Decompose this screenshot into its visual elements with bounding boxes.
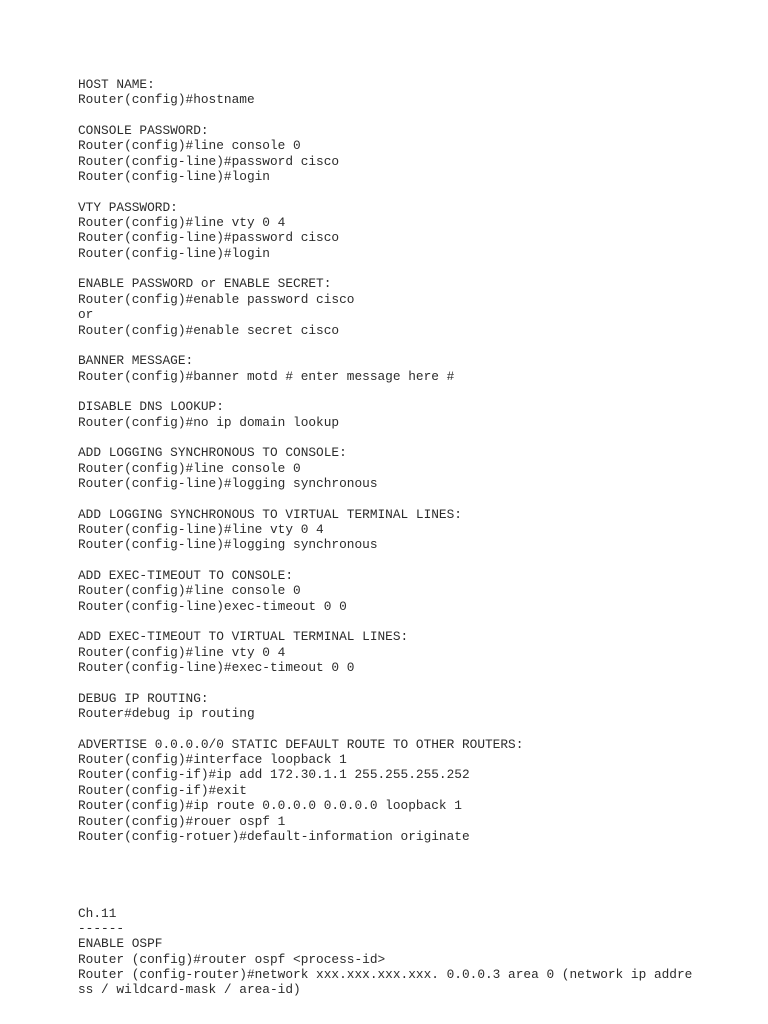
command-line: Router (config-router)#network xxx.xxx.xxx.xxx. 0.0.0.3 area 0 (network ip addre [78,966,693,982]
blank-line [78,860,738,875]
section-heading-console-password: CONSOLE PASSWORD: [78,123,209,139]
command-line: Router(config-line)exec-timeout 0 0 [78,598,347,614]
section-heading-exec-timeout-vty: ADD EXEC-TIMEOUT TO VIRTUAL TERMINAL LINES: [78,629,409,645]
blank-line [78,890,738,905]
command-line: Router(config-line)#login [78,169,270,185]
command-line: Router(config-line)#logging synchronous [78,537,378,553]
command-line: Router (config)#router ospf <process-id> [78,951,386,967]
blank-line [78,184,738,199]
blank-line [78,875,738,890]
blank-line [78,553,738,568]
document-body [78,77,738,998]
section-heading-logging-console: ADD LOGGING SYNCHRONOUS TO CONSOLE: [78,445,347,461]
section-heading-enable-ospf: ENABLE OSPF [78,936,163,952]
section-heading-vty-password: VTY PASSWORD: [78,199,178,215]
chapter-underline: ------ [78,920,125,936]
command-line: Router(config-if)#ip add 172.30.1.1 255.255.255.252 [78,767,470,783]
command-line: Router(config-line)#line vty 0 4 [78,521,324,537]
command-line: Router(config)#rouer ospf 1 [78,813,286,829]
section-heading-banner-message: BANNER MESSAGE: [78,353,194,369]
text-line: or [78,307,94,323]
command-line: Router#debug ip routing [78,706,255,722]
command-line: Router(config)#line console 0 [78,138,301,154]
section-heading-exec-timeout-console: ADD EXEC-TIMEOUT TO CONSOLE: [78,568,294,583]
blank-line [78,430,738,445]
section-heading-debug-ip-routing: DEBUG IP ROUTING: [78,690,209,706]
section-heading-disable-dns-lookup: DISABLE DNS LOOKUP: [78,399,224,415]
command-line: Router(config)#line console 0 [78,583,301,599]
command-line: Router(config)#banner motd # enter message here # [78,368,455,384]
chapter-heading: Ch.11 [78,905,117,921]
command-line: Router(config)#no ip domain lookup [78,414,340,430]
command-line: Router(config)#line vty 0 4 [78,644,286,660]
command-line: Router(config)#enable secret cisco [78,322,340,338]
blank-line [78,721,738,736]
section-heading-logging-vty: ADD LOGGING SYNCHRONOUS TO VIRTUAL TERMINAL LINES: [78,506,462,522]
command-line: Router(config)#line console 0 [78,460,301,476]
command-line: Router(config)#hostname [78,92,255,108]
command-line: Router(config-rotuer)#default-information originate [78,828,470,844]
command-line: Router(config-line)#exec-timeout 0 0 [78,660,355,676]
command-line: Router(config-line)#password cisco [78,230,340,246]
blank-line [78,675,738,690]
section-heading-enable-password: ENABLE PASSWORD or ENABLE SECRET: [78,276,332,292]
blank-line [78,108,738,123]
command-line: Router(config)#enable password cisco [78,291,355,307]
command-line: Router(config-line)#password cisco [78,153,340,169]
blank-line [78,338,738,353]
blank-line [78,614,738,629]
command-line-continuation: ss / wildcard-mask / area-id) [78,982,301,998]
command-line: Router(config-line)#logging synchronous [78,475,378,491]
blank-line [78,384,738,399]
blank-line [78,844,738,859]
section-heading-host-name: HOST NAME: [78,77,155,92]
command-line: Router(config)#line vty 0 4 [78,215,286,231]
command-line: Router(config)#interface loopback 1 [78,752,347,768]
command-line: Router(config-line)#login [78,245,270,261]
blank-line [78,491,738,506]
command-line: Router(config)#ip route 0.0.0.0 0.0.0.0 loopback 1 [78,798,462,814]
blank-line [78,261,738,276]
section-heading-advertise-default-route: ADVERTISE 0.0.0.0/0 STATIC DEFAULT ROUTE TO OTHER ROUTERS: [78,736,524,752]
command-line: Router(config-if)#exit [78,782,247,798]
